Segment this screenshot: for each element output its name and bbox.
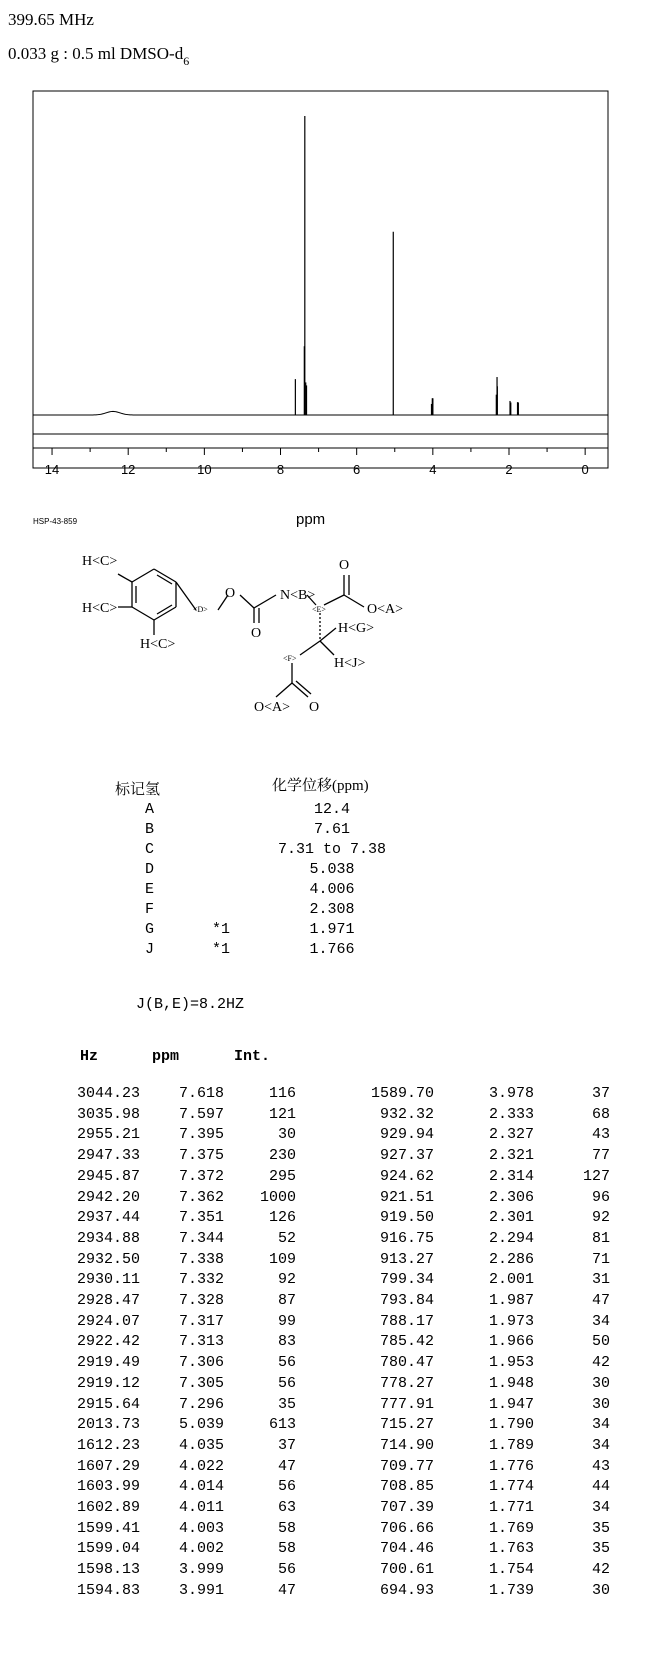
table-row <box>0 1375 660 1396</box>
peak-int-cell: 92 <box>277 1271 296 1289</box>
structure-bonds <box>118 569 364 697</box>
peak-hz-cell: 1603.99 <box>76 1478 140 1496</box>
sample-subscript: 6 <box>183 54 190 68</box>
peak-table-header-int: Int. <box>234 1048 271 1065</box>
assignment-shift: 2.308 <box>309 901 355 918</box>
table-row <box>0 1251 660 1272</box>
peak-hz-cell: 714.90 <box>379 1436 434 1454</box>
peak-ppm-cell: 1.774 <box>488 1478 534 1496</box>
table-row <box>0 1458 660 1479</box>
peak-int-cell: 230 <box>268 1147 296 1165</box>
peak-int-cell: 63 <box>277 1499 296 1516</box>
x-tick-label: 2 <box>505 462 513 477</box>
peak-hz-cell: 1599.41 <box>76 1519 140 1537</box>
label-bottom-o: O <box>309 700 320 715</box>
table-row <box>0 1437 660 1458</box>
label-f: <F> <box>283 654 297 663</box>
peak-int-cell: 30 <box>591 1374 610 1392</box>
assignment-label: C <box>145 841 155 858</box>
assignment-row <box>0 841 660 861</box>
peak-hz-cell: 1594.83 <box>76 1581 140 1599</box>
x-tick-label: 14 <box>44 462 60 477</box>
assignment-row <box>0 941 660 961</box>
peak-hz-cell: 2013.73 <box>76 1416 140 1434</box>
peak-ppm-cell: 7.296 <box>178 1395 224 1413</box>
peak-hz-cell: 707.39 <box>379 1499 434 1516</box>
x-tick-label: 12 <box>120 462 136 477</box>
peak-hz-cell: 3044.23 <box>76 1085 140 1102</box>
peak-ppm-cell: 2.333 <box>488 1105 534 1123</box>
peak-hz-cell: 793.84 <box>379 1292 434 1309</box>
label-nb: N<B> <box>280 588 316 603</box>
x-axis-tick-labels <box>45 462 589 477</box>
peak-ppm-cell: 7.372 <box>178 1167 224 1185</box>
peak-hz-cell: 2932.50 <box>76 1250 140 1268</box>
table-row <box>0 1333 660 1354</box>
peak-hz-cell: 2930.11 <box>76 1271 140 1289</box>
peak-ppm-cell: 1.763 <box>488 1540 534 1558</box>
peak-int-cell: 71 <box>591 1250 610 1268</box>
peak-int-cell: 34 <box>591 1416 610 1434</box>
label-d: <D> <box>193 605 208 614</box>
label-acid-o: O <box>339 558 350 573</box>
peak-hz-cell: 2945.87 <box>76 1167 140 1185</box>
peak-int-cell: 81 <box>591 1229 610 1247</box>
assignment-label: F <box>145 901 155 918</box>
peak-ppm-cell: 4.022 <box>178 1457 224 1475</box>
label-hc-bottom: H<C> <box>140 637 176 652</box>
assignment-shift: 7.31 to 7.38 <box>277 841 387 858</box>
assignment-row <box>0 921 660 941</box>
peak-ppm-cell: 1.739 <box>488 1581 534 1599</box>
peak-hz-cell: 2922.42 <box>76 1333 140 1351</box>
peak-hz-cell: 929.94 <box>379 1126 434 1144</box>
peak-int-cell: 77 <box>591 1147 610 1165</box>
peak-int-cell: 116 <box>268 1085 296 1102</box>
assignment-shift: 1.971 <box>309 921 355 938</box>
nmr-spectrum-chart <box>0 0 660 540</box>
peak-ppm-cell: 2.306 <box>488 1188 534 1206</box>
peak-ppm-cell: 4.011 <box>178 1499 224 1516</box>
peak-int-cell: 295 <box>268 1167 296 1185</box>
peak-ppm-cell: 1.947 <box>488 1395 534 1413</box>
molecule-structure <box>80 555 440 745</box>
peak-hz-cell: 1598.13 <box>76 1561 140 1579</box>
assignment-header-label: 标记氢 <box>115 782 161 798</box>
peak-hz-cell: 2947.33 <box>76 1147 140 1165</box>
peak-ppm-cell: 7.317 <box>178 1312 224 1330</box>
peak-table-header-ppm: ppm <box>152 1048 180 1065</box>
peak-int-cell: 58 <box>277 1540 296 1558</box>
peak-int-cell: 92 <box>591 1209 610 1227</box>
x-axis-ticks <box>33 448 608 455</box>
peak-ppm-cell: 7.328 <box>178 1292 224 1309</box>
peak-ppm-cell: 4.035 <box>178 1436 224 1454</box>
peak-lines <box>295 116 518 415</box>
peak-hz-cell: 715.27 <box>379 1416 434 1434</box>
peak-ppm-cell: 2.327 <box>488 1126 534 1144</box>
peak-ppm-cell: 1.948 <box>488 1374 534 1392</box>
peak-ppm-cell: 2.301 <box>488 1209 534 1227</box>
peak-int-cell: 56 <box>277 1561 296 1579</box>
assignment-shift: 12.4 <box>313 801 350 818</box>
peak-int-cell: 43 <box>591 1457 610 1475</box>
table-row <box>0 1499 660 1520</box>
sample-main: 0.033 g : 0.5 ml DMSO-d <box>8 44 184 63</box>
peak-hz-cell: 708.85 <box>379 1478 434 1496</box>
x-tick-label: 6 <box>353 462 361 477</box>
peak-int-cell: 35 <box>591 1540 610 1558</box>
peak-ppm-cell: 7.597 <box>178 1105 224 1123</box>
label-hc-top: H<C> <box>82 555 118 569</box>
assignment-header-shift: 化学位移(ppm) <box>272 778 369 794</box>
table-row <box>0 1478 660 1499</box>
peak-int-cell: 127 <box>582 1167 610 1185</box>
peak-ppm-cell: 1.987 <box>488 1292 534 1309</box>
x-tick-label: 0 <box>581 462 589 477</box>
peak-int-cell: 99 <box>277 1312 296 1330</box>
assignment-label: A <box>145 801 155 818</box>
peak-int-cell: 35 <box>591 1519 610 1537</box>
peak-ppm-cell: 7.375 <box>178 1147 224 1165</box>
table-row <box>0 1106 660 1127</box>
peak-hz-cell: 921.51 <box>379 1188 434 1206</box>
peak-ppm-cell: 4.003 <box>178 1519 224 1537</box>
label-e: <E> <box>312 605 326 614</box>
peak-hz-cell: 2934.88 <box>76 1229 140 1247</box>
peak-hz-cell: 913.27 <box>379 1250 434 1268</box>
peak-ppm-cell: 1.790 <box>488 1416 534 1434</box>
peak-int-cell: 34 <box>591 1312 610 1330</box>
peak-int-cell: 47 <box>591 1292 610 1309</box>
assignment-row <box>0 881 660 901</box>
peak-hz-cell: 788.17 <box>379 1312 434 1330</box>
peak-int-cell: 34 <box>591 1436 610 1454</box>
label-oa-bottom: O<A> <box>254 700 291 715</box>
label-oa-top: O<A> <box>367 602 404 617</box>
peak-hz-cell: 3035.98 <box>76 1105 140 1123</box>
peak-hz-cell: 780.47 <box>379 1354 434 1372</box>
table-row <box>0 1085 660 1106</box>
peak-ppm-cell: 1.789 <box>488 1436 534 1454</box>
table-row <box>0 1396 660 1417</box>
peak-int-cell: 56 <box>277 1478 296 1496</box>
peak-int-cell: 50 <box>591 1333 610 1351</box>
assignment-shift: 1.766 <box>309 941 355 958</box>
assignment-shift: 7.61 <box>313 821 350 838</box>
table-row <box>0 1271 660 1292</box>
assignment-shift: 4.006 <box>309 881 355 898</box>
assignment-shift: 5.038 <box>309 861 355 878</box>
peak-ppm-cell: 3.978 <box>488 1085 534 1102</box>
peak-ppm-cell: 1.769 <box>488 1519 534 1537</box>
peak-ppm-cell: 7.362 <box>178 1188 224 1206</box>
assignment-row <box>0 801 660 821</box>
peak-int-cell: 42 <box>591 1354 610 1372</box>
peak-int-cell: 613 <box>268 1416 296 1434</box>
table-row <box>0 1582 660 1603</box>
peak-int-cell: 52 <box>277 1229 296 1247</box>
peak-int-cell: 34 <box>591 1499 610 1516</box>
peak-hz-cell: 2919.49 <box>76 1354 140 1372</box>
peak-ppm-cell: 2.314 <box>488 1167 534 1185</box>
peak-int-cell: 42 <box>591 1561 610 1579</box>
table-row <box>0 1354 660 1375</box>
peak-int-cell: 47 <box>277 1457 296 1475</box>
peak-int-cell: 37 <box>591 1085 610 1102</box>
x-tick-label: 10 <box>197 462 212 477</box>
table-row <box>0 1561 660 1582</box>
peak-int-cell: 44 <box>591 1478 610 1496</box>
assignment-label: B <box>145 821 155 838</box>
peak-ppm-cell: 1.776 <box>488 1457 534 1475</box>
table-row <box>0 1189 660 1210</box>
x-axis-label: ppm <box>296 511 326 528</box>
spectrum-code: HSP-43-859 <box>33 517 78 526</box>
peak-ppm-cell: 1.754 <box>488 1561 534 1579</box>
peak-hz-cell: 2955.21 <box>76 1126 140 1144</box>
spectrometer-frequency: 399.65 MHz <box>8 10 94 29</box>
peak-ppm-cell: 7.313 <box>178 1333 224 1351</box>
structure-labels <box>82 555 403 715</box>
peak-int-cell: 1000 <box>259 1188 296 1206</box>
peak-ppm-cell: 7.306 <box>178 1354 224 1372</box>
peak-ppm-cell: 1.771 <box>488 1499 534 1516</box>
label-carbonyl-o: O <box>251 626 262 641</box>
peak-int-cell: 37 <box>277 1436 296 1454</box>
assignment-row <box>0 901 660 921</box>
label-hc-mid: H<C> <box>82 601 118 616</box>
peak-ppm-cell: 2.001 <box>488 1271 534 1289</box>
peak-int-cell: 58 <box>277 1519 296 1537</box>
peak-ppm-cell: 4.002 <box>178 1540 224 1558</box>
peak-int-cell: 31 <box>591 1271 610 1289</box>
peak-int-cell: 30 <box>591 1581 610 1599</box>
peak-ppm-cell: 1.953 <box>488 1354 534 1372</box>
peak-hz-cell: 932.32 <box>379 1105 434 1123</box>
peak-hz-cell: 2937.44 <box>76 1209 140 1227</box>
peak-int-cell: 96 <box>591 1188 610 1206</box>
peak-ppm-cell: 7.338 <box>178 1250 224 1268</box>
peak-ppm-cell: 7.395 <box>178 1126 224 1144</box>
peak-int-cell: 30 <box>277 1126 296 1144</box>
peak-int-cell: 87 <box>277 1292 296 1309</box>
peak-ppm-cell: 4.014 <box>178 1478 224 1496</box>
peak-ppm-cell: 2.321 <box>488 1147 534 1165</box>
peak-ppm-cell: 7.351 <box>178 1209 224 1227</box>
peak-int-cell: 30 <box>591 1395 610 1413</box>
peak-hz-cell: 799.34 <box>379 1271 434 1289</box>
assignment-label: J <box>145 941 155 958</box>
peak-hz-cell: 706.66 <box>379 1519 434 1537</box>
peak-int-cell: 109 <box>268 1250 296 1268</box>
peak-hz-cell: 2919.12 <box>76 1374 140 1392</box>
table-row <box>0 1416 660 1437</box>
coupling-constant: J(B,E)=8.2HZ <box>136 996 245 1013</box>
table-row <box>0 1168 660 1189</box>
peak-hz-cell: 2915.64 <box>76 1395 140 1413</box>
peak-hz-cell: 924.62 <box>379 1167 434 1185</box>
peak-hz-cell: 709.77 <box>379 1457 434 1475</box>
peak-table-header-hz: Hz <box>80 1048 99 1065</box>
peak-hz-cell: 2942.20 <box>76 1188 140 1206</box>
label-hj: H<J> <box>334 656 366 671</box>
plot-frame <box>33 91 608 468</box>
peak-hz-cell: 919.50 <box>379 1209 434 1227</box>
peak-hz-cell: 1602.89 <box>76 1499 140 1516</box>
peak-ppm-cell: 5.039 <box>178 1416 224 1434</box>
table-row <box>0 1313 660 1334</box>
peak-ppm-cell: 7.618 <box>178 1085 224 1102</box>
assignment-label: G <box>145 921 155 938</box>
peak-ppm-cell: 1.973 <box>488 1312 534 1330</box>
peak-int-cell: 35 <box>277 1395 296 1413</box>
peak-int-cell: 43 <box>591 1126 610 1144</box>
table-row <box>0 1520 660 1541</box>
peak-ppm-cell: 2.286 <box>488 1250 534 1268</box>
peak-int-cell: 47 <box>277 1581 296 1599</box>
assignment-row <box>0 821 660 841</box>
peak-hz-cell: 2924.07 <box>76 1312 140 1330</box>
spectrum-trace <box>33 411 608 415</box>
peak-hz-cell: 704.46 <box>379 1540 434 1558</box>
peak-ppm-cell: 7.332 <box>178 1271 224 1289</box>
peak-hz-cell: 1612.23 <box>76 1436 140 1454</box>
x-tick-label: 4 <box>429 462 437 477</box>
peak-ppm-cell: 7.305 <box>178 1374 224 1392</box>
peak-int-cell: 121 <box>268 1105 296 1123</box>
peak-hz-cell: 700.61 <box>379 1561 434 1579</box>
assignment-note: *1 <box>212 921 231 938</box>
table-row <box>0 1540 660 1561</box>
peak-int-cell: 56 <box>277 1374 296 1392</box>
peak-ppm-cell: 3.999 <box>178 1561 224 1579</box>
peak-hz-cell: 2928.47 <box>76 1292 140 1309</box>
peak-hz-cell: 785.42 <box>379 1333 434 1351</box>
peak-hz-cell: 1589.70 <box>370 1085 434 1102</box>
peak-int-cell: 56 <box>277 1354 296 1372</box>
table-row <box>0 1147 660 1168</box>
label-hg: H<G> <box>338 621 375 636</box>
label-ester-o: O <box>225 586 236 601</box>
table-row <box>0 1292 660 1313</box>
peak-hz-cell: 778.27 <box>379 1374 434 1392</box>
peak-hz-cell: 916.75 <box>379 1229 434 1247</box>
assignment-note: *1 <box>212 941 231 958</box>
peak-hz-cell: 1599.04 <box>76 1540 140 1558</box>
peak-hz-cell: 927.37 <box>379 1147 434 1165</box>
peak-ppm-cell: 2.294 <box>488 1229 534 1247</box>
assignment-label: E <box>145 881 155 898</box>
peak-hz-cell: 1607.29 <box>76 1457 140 1475</box>
x-tick-label: 8 <box>276 462 285 477</box>
assignment-row <box>0 861 660 881</box>
peak-int-cell: 126 <box>268 1209 296 1227</box>
assignment-label: D <box>145 861 155 878</box>
table-row <box>0 1126 660 1147</box>
peak-ppm-cell: 3.991 <box>178 1581 224 1599</box>
peak-hz-cell: 694.93 <box>379 1581 434 1599</box>
peak-int-cell: 83 <box>277 1333 296 1351</box>
table-row <box>0 1230 660 1251</box>
peak-ppm-cell: 7.344 <box>178 1229 224 1247</box>
table-row <box>0 1209 660 1230</box>
peak-int-cell: 68 <box>591 1105 610 1123</box>
peak-hz-cell: 777.91 <box>379 1395 434 1413</box>
peak-ppm-cell: 1.966 <box>488 1333 534 1351</box>
